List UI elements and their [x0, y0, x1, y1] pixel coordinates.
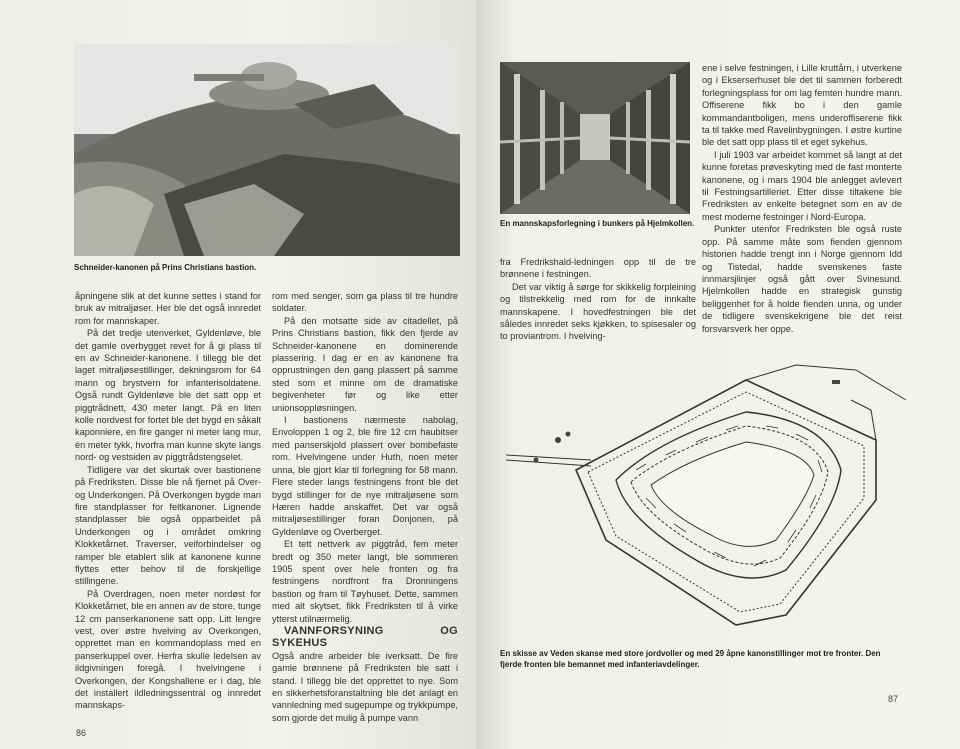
right-column-2	[702, 62, 902, 335]
right-column-1	[500, 256, 696, 343]
paragraph: På Overdragen, noen meter nordøst for Klokketårnet, ble en annen av de store, tunge 12 cm panserkanonene satt opp. Litt lengre vest, over østre hvelving av Overkongen, opprettet man en kommandoplass med en panserkuppel over. Herfra skulle ledelsen av ildgivningen foregå. I hvelvingene i Overkongen, der Kongshallene er i dag, ble det installert ildledningssentral og innredet mannskaps-	[75, 588, 261, 711]
paragraph: I juli 1903 var arbeidet kommet så langt at det kunne foretas prøveskyting med de fast monterte kanonene, og i mars 1904 ble anlegget avlevert til Festningsartilleriet. Etter disse tiltakene ble Fredriksten av enkelte betegnet som en av de mest moderne festninger i Nord-Europa.	[702, 149, 902, 222]
paragraph: På det tredje utenverket, Gyldenløve, ble det gamle overbygget revet for å gi plass til en av Schneider-kanonene. I tillegg ble det laget mitraljøsestillinger, dekningsrom for 64 mann og brystvern for infanterisoldatene. Også rundt Gyldenløve ble det satt opp et piggtrådnett, 430 meter langt. På en liten kolle nordvest for fortet ble det bygd en såkalt kaponniere, en fire ganger ni meter lang mur, én meter tykk, hvorfra man kunne skyte langs nord- og vestsiden av piggtrådstengselet.	[75, 328, 261, 463]
paragraph: På den motsatte side av citadellet, på Prins Christians bastion, fikk den fjerde av Schneider-kanonene en dominerende plassering. I dag er en av kanonene fra opprustningen den gang plassert på samme sted som et minne om de dramatiske begivenheter før og like etter unionsoppløsningen.	[272, 315, 458, 413]
paragraph: Punkter utenfor Fredriksten ble også ruste opp. På samme måte som fienden gjennom historien hadde trengt inn i Norge gjennom Idd og Tistedal, hadde svenskenes faste innmarsjlinjer også gått over Svinesund. Hjelmkollen hadde en strategisk gunstig beliggenhet for å holde fienden unna, og under de tidligere svenskekrigene ble det reist forsvarsverk her oppe.	[702, 224, 902, 334]
photo-caption: En mannskapsforlegning i bunkers på Hjelmkollen.	[500, 219, 695, 228]
paragraph: ene i selve festningen, i Lille kruttårn, i utverkene og i Ekserserhuset ble det til sammen forberedt forlegningsplass for om lag femten hundre mann. Offiserene fikk bo i den gamle kommandantboligen, mens underoffiserene fikk ta til takke med Ravelinbygningen. I østre kurtine ble det satt opp plass til et eget sykehus.	[702, 63, 902, 148]
bunker-illustration	[500, 62, 690, 214]
veden-skanse-sketch	[496, 360, 916, 645]
left-page	[0, 0, 476, 749]
paragraph: fra Fredrikshald-ledningen opp til de tre brønnene i festningen.	[500, 257, 696, 280]
paragraph: I bastionens nærmeste nabolag, Envoloppen 1 og 2, ble fire 12 cm haubitser med panserskjold plassert over bombefaste rom. Hvelvingene under Huth, noen meter unna, ble gjort klar til forlegning for 58 mann. Flere steder langs festningens front ble det bygd stillinger for de nye mitraljøsene som Hæren hadde anskaffet. Det var også mitraljøsestillinger foran Donjonen, på Gyldenløve og Overberget.	[272, 415, 458, 537]
fortress-sketch-illustration	[496, 360, 916, 645]
right-page	[476, 0, 960, 749]
page-number: 87	[888, 694, 899, 704]
schneider-cannon-photo	[74, 44, 460, 256]
left-column-1	[75, 290, 261, 712]
paragraph: rom med senger, som ga plass til tre hundre soldater.	[272, 291, 458, 314]
photo-caption: Schneider-kanonen på Prins Christians bastion.	[74, 263, 257, 272]
paragraph: Også andre arbeider ble iverksatt. De fire gamle brønnene på Fredriksten ble satt i stand. I tillegg ble det opprettet to nye. Som en sikkerhetsforanstaltning ble det anlagt en vannledning med sugepumpe og trykkpumpe, som gjorde det mulig å pumpe vann	[272, 650, 458, 723]
left-column-2	[272, 290, 458, 724]
schneider-cannon-illustration	[74, 44, 460, 256]
paragraph: åpningene slik at det kunne settes i stand for bruk av mitraljøser. Her ble det også innredet rom for mannskaper.	[75, 291, 261, 326]
section-heading: VANNFORSYNING OG SYKEHUS	[272, 624, 458, 650]
bunker-photo	[500, 62, 690, 214]
paragraph: Tidligere var det skurtak over bastionene på Fredriksten. Disse ble nå fjernet på Over- og Underkongen. På Overkongen bygde man fire standplasser for feltkanoner. Lignende standplasser ble også opparbeidet på Underkongen og i området omkring Klokketårnet. Traverser, veiforbindelser og ramper ble etablert slik at kanonene kunne flyttes etter behov til de forskjellige stillingene.	[75, 464, 261, 587]
paragraph: Det var viktig å sørge for skikkelig forpleining og tilstrekkelig med rom for de innkalte mannskapene. I hovedfestningen ble det således innredet seks kjøkken, to spisesaler og to proviantrom. I hvelving-	[500, 281, 696, 342]
page-number: 86	[76, 728, 87, 738]
paragraph: Et tett nettverk av piggtråd, fem meter bredt og 350 meter langt, ble sommeren 1905 spent over hele fronten og fra festningens nordfront fra Dronningens bastion og fram til Tøyhuset. Dette, sammen med alt skytset, fikk Fredriksten til å virke ytterst utilnærmelig.	[272, 539, 458, 624]
sketch-caption: En skisse av Veden skanse med store jordvoller og med 29 åpne kanonstillinger mot tre fronter. Den fjerde fronten ble bemannet med infanteriavdelinger.	[500, 649, 881, 669]
